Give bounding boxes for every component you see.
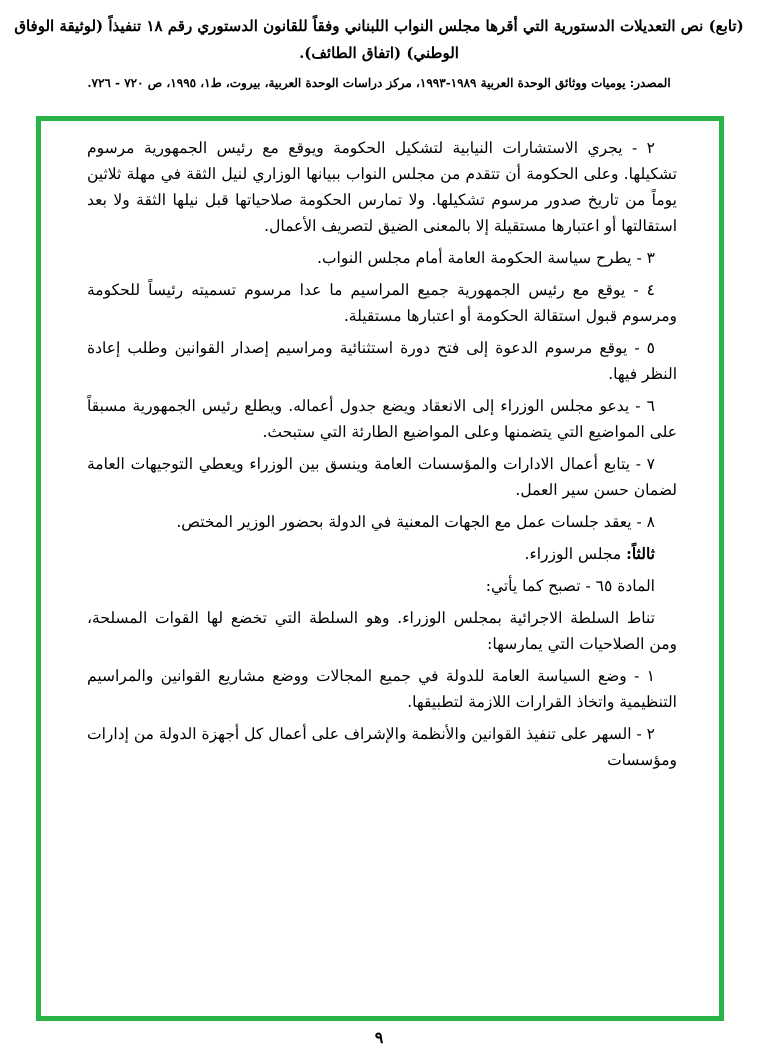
paragraph: تناط السلطة الاجرائية بمجلس الوزراء. وهو السلطة التي تخضع لها القوات المسلحة، ومن الصلاحيات التي يمارسها: <box>87 609 677 653</box>
page-number: ٩ <box>374 1028 384 1047</box>
paragraph: ٤ - يوقع مع رئيس الجمهورية جميع المراسيم ما عدا مرسوم تسميته رئيساً للحكومة ومرسوم قبول استقالة الحكومة أو اعتبارها مستقيلة. <box>87 281 677 325</box>
document-header <box>0 0 758 92</box>
paragraph: ٢ - يجري الاستشارات النيابية لتشكيل الحكومة ويوقع مع رئيس الجمهورية مرسوم تشكيلها. وعلى الحكومة أن تتقدم من مجلس النواب ببيانها الوزاري لنيل الثقة في مهلة ثلاثين يوماً من تاريخ صدور مرسوم تشكيلها. ولا تمارس الحكومة صلاحياتها قبل نيلها الثقة ولا بعد استقالتها أو اعتبارها مستقيلة إلا بالمعنى الضيق لتصريف الأعمال. <box>87 139 677 235</box>
content-border-box <box>36 116 724 1021</box>
paragraph-bold-prefix: ثالثاً: <box>626 544 655 563</box>
paragraph: ٧ - يتابع أعمال الادارات والمؤسسات العامة وينسق بين الوزراء ويعطي التوجيهات العامة لضمان حسن سير العمل. <box>87 455 677 499</box>
paragraph: ثالثاً: مجلس الوزراء. <box>524 544 655 563</box>
source-citation: المصدر: يوميات ووثائق الوحدة العربية ١٩٨٩-١٩٩٣، مركز دراسات الوحدة العربية، بيروت، ط١، ١٩٩٥، ص ٧٢٠ - ٧٢٦. <box>87 76 671 90</box>
paragraph: ٦ - يدعو مجلس الوزراء إلى الانعقاد ويضع جدول أعماله. ويطلع رئيس الجمهورية مسبقاً على المواضيع التي يتضمنها وعلى المواضيع الطارئة التي ستبحث. <box>87 397 677 441</box>
paragraph: المادة ٦٥ - تصبح كما يأتي: <box>485 577 655 595</box>
paragraph: ٨ - يعقد جلسات عمل مع الجهات المعنية في الدولة بحضور الوزير المختص. <box>176 513 655 531</box>
paragraph: ٢ - السهر على تنفيذ القوانين والأنظمة والإشراف على أعمال كل أجهزة الدولة من إدارات ومؤسسات <box>87 725 677 769</box>
paragraph: ٥ - يوقع مرسوم الدعوة إلى فتح دورة استثنائية ومراسيم إصدار القوانين وطلب إعادة النظر فيها. <box>87 339 677 383</box>
document-title: (تابع) نص التعديلات الدستورية التي أقرها مجلس النواب اللبناني وفقاً للقانون الدستوري رقم ١٨ تنفيذاً (لوثيقة الوفاق الوطني) (اتفاق الطائف). <box>14 17 744 62</box>
paragraph: ١ - وضع السياسة العامة للدولة في جميع المجالات ووضع مشاريع القوانين والمراسيم التنظيمية واتخاذ القرارات اللازمة لتطبيقها. <box>87 667 677 711</box>
body-paragraphs <box>87 135 677 773</box>
paragraph: ٣ - يطرح سياسة الحكومة العامة أمام مجلس النواب. <box>317 249 655 267</box>
